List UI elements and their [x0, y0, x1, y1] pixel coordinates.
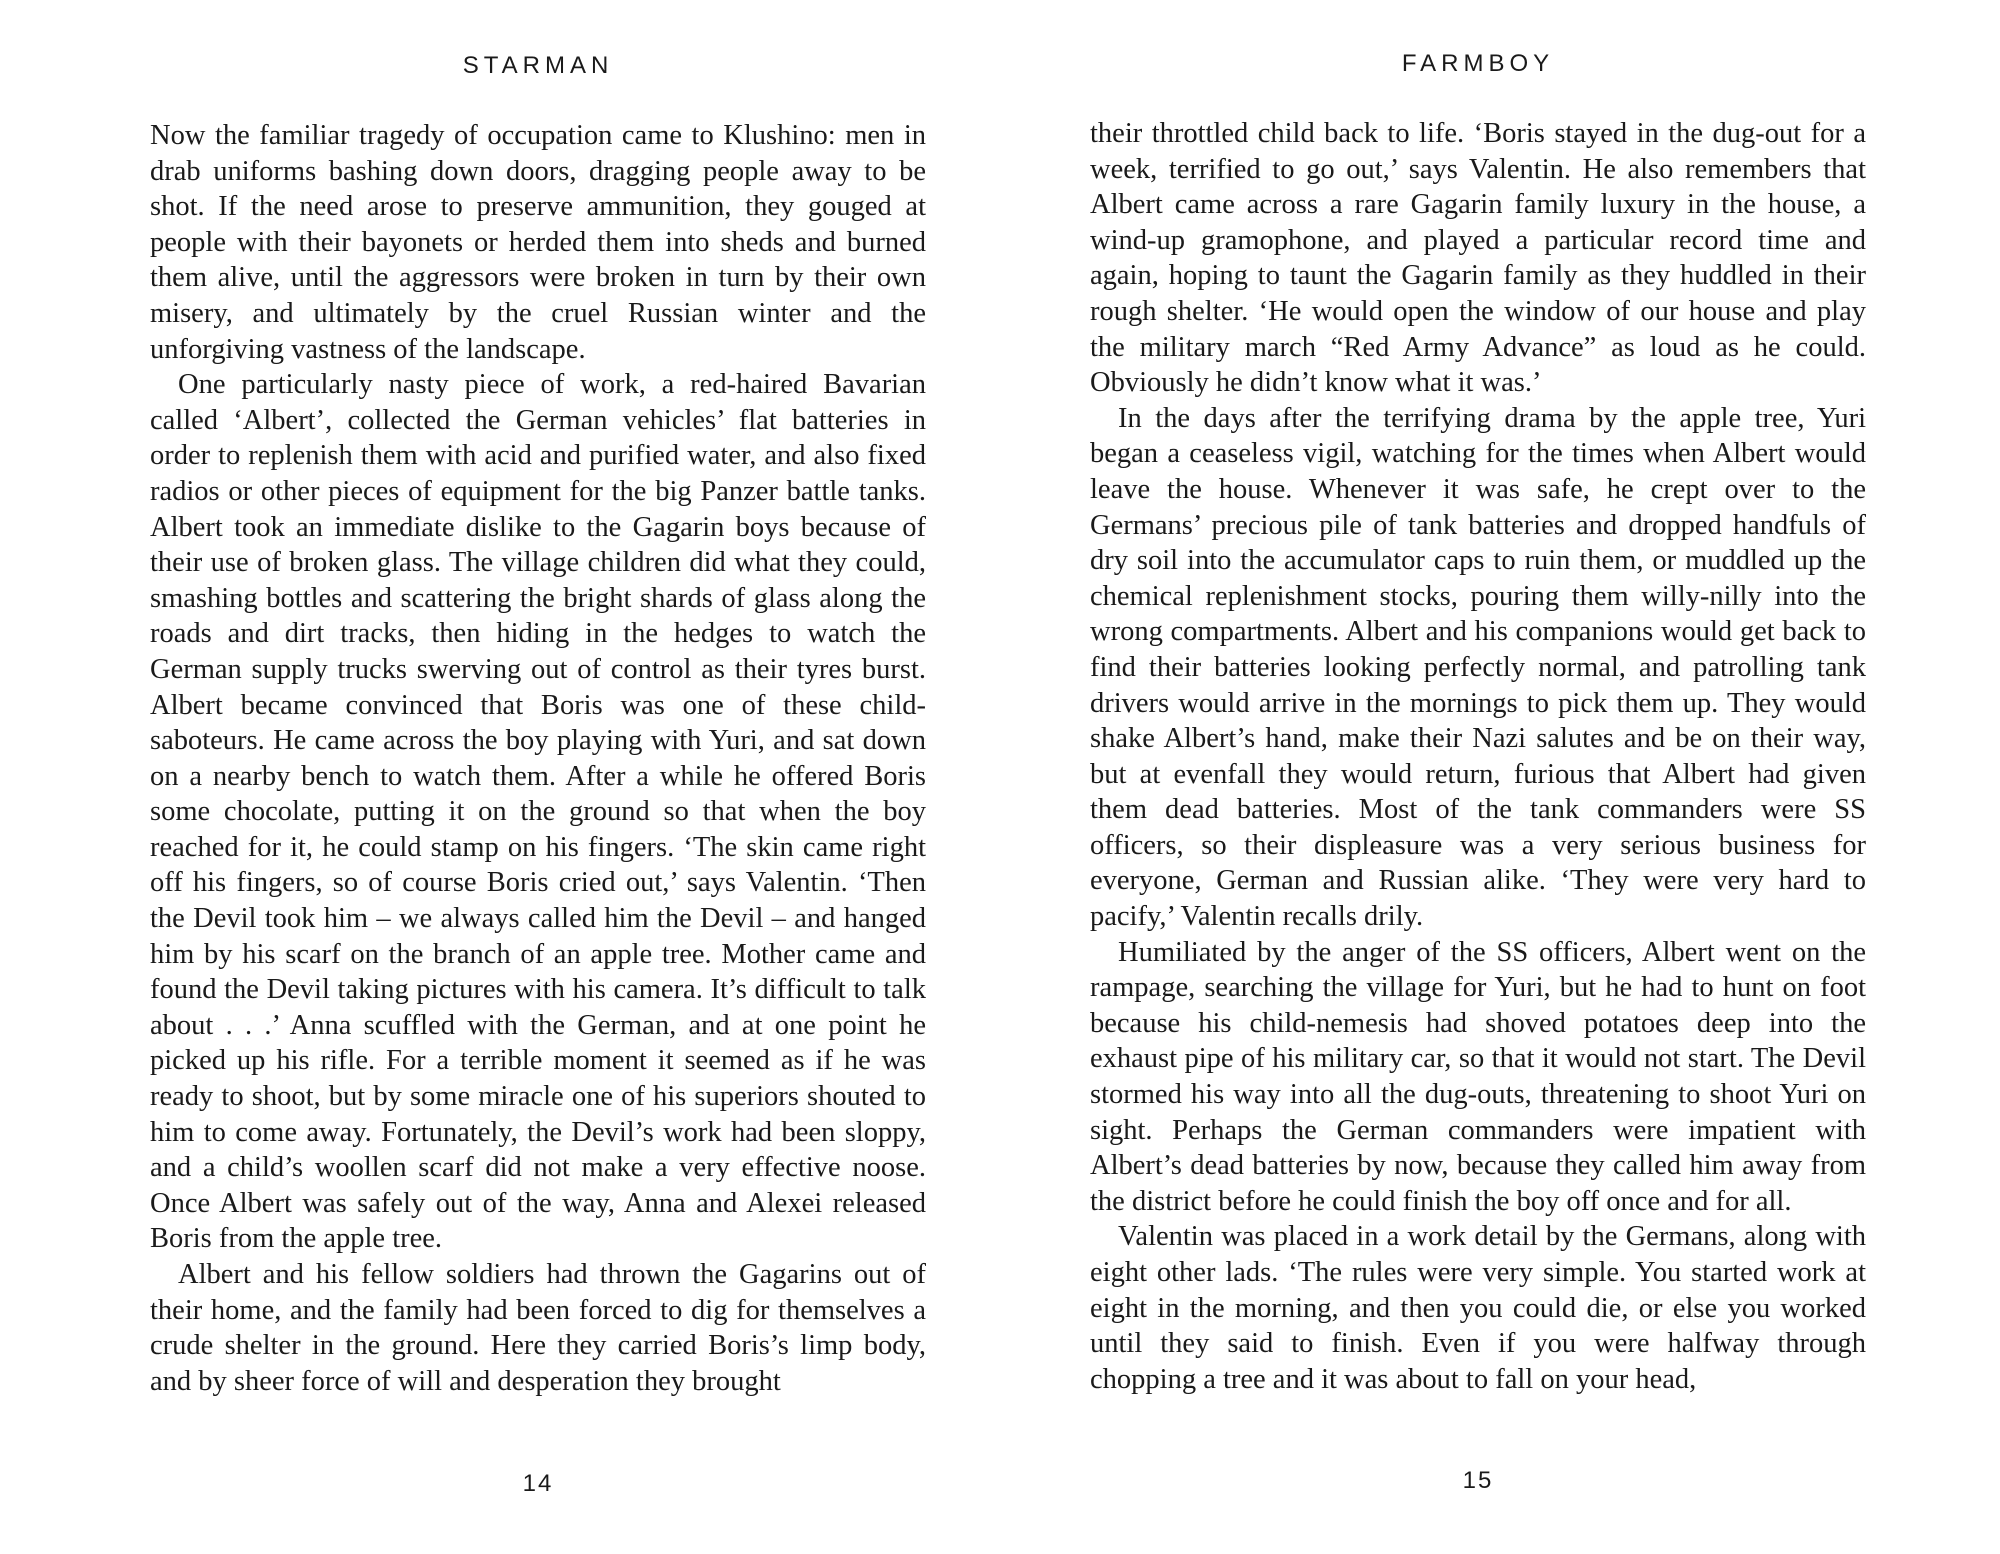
- paragraph: One particularly nasty piece of work, a red-haired Bavarian called ‘Albert’, collected the German vehicles’ flat batteries in order to replenish them with acid and purified water, and also fixed radios or other pieces of equipment for the big Panzer battle tanks. Albert took an immediate dislike to the Gagarin boys because of their use of broken glass. The village children did what they could, smashing bottles and scattering the bright shards of glass along the roads and dirt tracks, then hiding in the hedges to watch the German supply trucks swerving out of control as their tyres burst. Albert became convinced that Boris was one of these child-saboteurs. He came across the boy playing with Yuri, and sat down on a nearby bench to watch them. After a while he offered Boris some chocolate, putting it on the ground so that when the boy reached for it, he could stamp on his fingers. ‘The skin came right off his fingers, so of course Boris cried out,’ says Valentin. ‘Then the Devil took him – we always called him the Devil – and hanged him by his scarf on the branch of an apple tree. Mother came and found the Devil taking pictures with his camera. It’s difficult to talk about . . .’ Anna scuffled with the German, and at one point he picked up his rifle. For a terrible moment it seemed as if he was ready to shoot, but by some miracle one of his superiors shouted to him to come away. Fortunately, the Devil’s work had been sloppy, and a child’s woollen scarf did not make a very effective noose. Once Albert was safely out of the way, Anna and Alexei released Boris from the apple tree.: [150, 369, 926, 1255]
- page-number: 15: [1462, 1467, 1494, 1494]
- left-page: [150, 0, 926, 1554]
- running-head: FARMBOY: [1401, 50, 1555, 77]
- right-page: [1090, 0, 1866, 1554]
- paragraph: Humiliated by the anger of the SS officers, Albert went on the rampage, searching the village for Yuri, but he had to hunt on foot because his child-nemesis had shoved potatoes deep into the exhaust pipe of his military car, so that it would not start. The Devil stormed his way into all the dug-outs, threatening to shoot Yuri on sight. Perhaps the German commanders were impatient with Albert’s dead batteries by now, because they called him away from the district before he could finish the boy off once and for all.: [1090, 936, 1866, 1217]
- paragraph: Albert and his fellow soldiers had thrown the Gagarins out of their home, and the family had been forced to dig for themselves a crude shelter in the ground. Here they carried Boris’s limp body, and by sheer force of will and desperation they brought: [150, 1259, 926, 1397]
- paragraph: their throttled child back to life. ‘Boris stayed in the dug-out for a week, terrified to go out,’ says Valentin. He also remembers that Albert came across a rare Gagarin family luxury in the house, a wind-up gramophone, and played a particular record time and again, hoping to taunt the Gagarin family as they huddled in their rough shelter. ‘He would open the window of our house and play the military march “Red Army Advance” as loud as he could. Obviously he didn’t know what it was.’: [1090, 118, 1866, 399]
- paragraph: In the days after the terrifying drama by the apple tree, Yuri began a ceaseless vigil, watching for the times when Albert would leave the house. Whenever it was safe, he crept over to the Germans’ precious pile of tank batteries and dropped handfuls of dry soil into the accumulator caps to ruin them, or muddled up the chemical replenishment stocks, pouring them willy-nilly into the wrong compartments. Albert and his companions would get back to find their batteries looking perfectly normal, and patrolling tank drivers would arrive in the mornings to pick them up. They would shake Albert’s hand, make their Nazi salutes and be on their way, but at evenfall they would return, furious that Albert had given them dead batteries. Most of the tank commanders were SS officers, so their displeasure was a very serious business for everyone, German and Russian alike. ‘They were very hard to pacify,’ Valentin recalls drily.: [1090, 402, 1866, 933]
- page-number: 14: [522, 1470, 554, 1497]
- body-text: [150, 118, 926, 1399]
- paragraph: Now the familiar tragedy of occupation came to Klushino: men in drab uniforms bashing down doors, dragging people away to be shot. If the need arose to preserve ammunition, they gouged at people with their bayonets or herded them into sheds and burned them alive, until the aggressors were broken in turn by their own misery, and ultimately by the cruel Russian winter and the unforgiving vastness of the landscape.: [150, 120, 926, 365]
- body-text: [1090, 116, 1866, 1397]
- running-head: STARMAN: [462, 52, 614, 79]
- paragraph: Valentin was placed in a work detail by the Germans, along with eight other lads. ‘The rules were very simple. You started work at eight in the morning, and then you could die, or else you worked until they said to finish. Even if you were halfway through chopping a tree and it was about to fall on your head,: [1090, 1221, 1866, 1395]
